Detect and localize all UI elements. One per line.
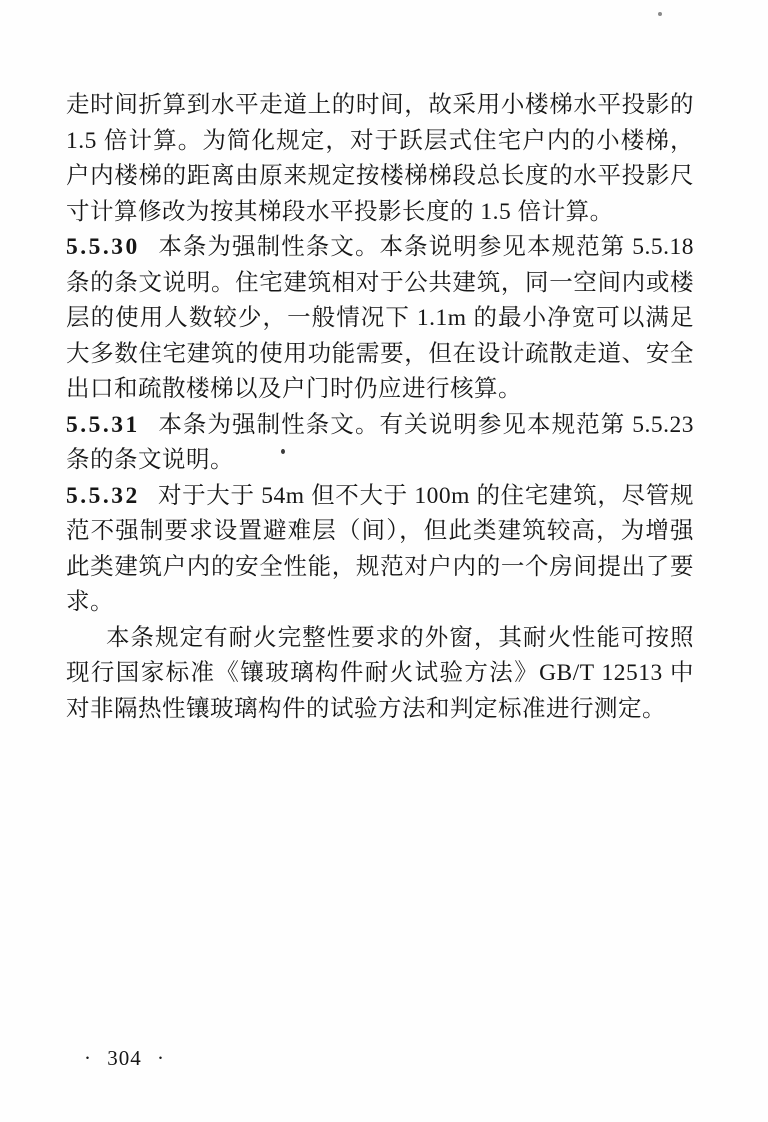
clause-number: 5.5.30 bbox=[66, 234, 140, 260]
page-footer bbox=[84, 1046, 165, 1071]
scan-artifact-dot bbox=[658, 12, 662, 16]
clause-5-5-32 bbox=[66, 479, 694, 621]
clause-5-5-30 bbox=[66, 230, 694, 408]
clause-number: 5.5.31 bbox=[66, 411, 140, 438]
paragraph-text: 对于大于 54m 但不大于 100m 的住宅建筑，尽管规范不强制要求设置避难层（间），但此类建筑较高，为增强此类建筑户内的安全性能，规范对户内的一个房间提出了要求。 bbox=[66, 482, 694, 615]
paragraph-text: 本条规定有耐火完整性要求的外窗，其耐火性能可按照现行国家标准《镶玻璃构件耐火试验方法》GB/T 12513 中对非隔热性镶玻璃构件的试验方法和判定标准进行测定。 bbox=[66, 624, 694, 722]
paragraph-text: 本条为强制性条文。本条说明参见本规范第 5.5.18 条的条文说明。住宅建筑相对于公共建筑，同一空间内或楼层的使用人数较少，一般情况下 1.1m 的最小净宽可以满足大多数住宅建筑的使用功能需要，但在设计疏散走道、安全出口和疏散楼梯以及户门时仍应进行核算。 bbox=[66, 234, 694, 402]
paragraph-final bbox=[66, 621, 694, 728]
clause-number: 5.5.32 bbox=[66, 482, 140, 509]
scan-artifact-dot bbox=[281, 449, 285, 454]
paragraph-text: 本条为强制性条文。有关说明参见本规范第 5.5.23 条的条文说明。 bbox=[66, 411, 694, 473]
paragraph-text: 走时间折算到水平走道上的时间，故采用小楼梯水平投影的 1.5 倍计算。为简化规定，对于跃层式住宅户内的小楼梯，户内楼梯的距离由原来规定按楼梯梯段总长度的水平投影尺寸计算修改为按其梯段水平投影长度的 1.5 倍计算。 bbox=[66, 92, 694, 225]
clause-5-5-31 bbox=[66, 408, 694, 479]
paragraph-continuation bbox=[66, 88, 694, 230]
page-number: · 304 · bbox=[84, 1046, 165, 1070]
text-block bbox=[66, 88, 694, 727]
